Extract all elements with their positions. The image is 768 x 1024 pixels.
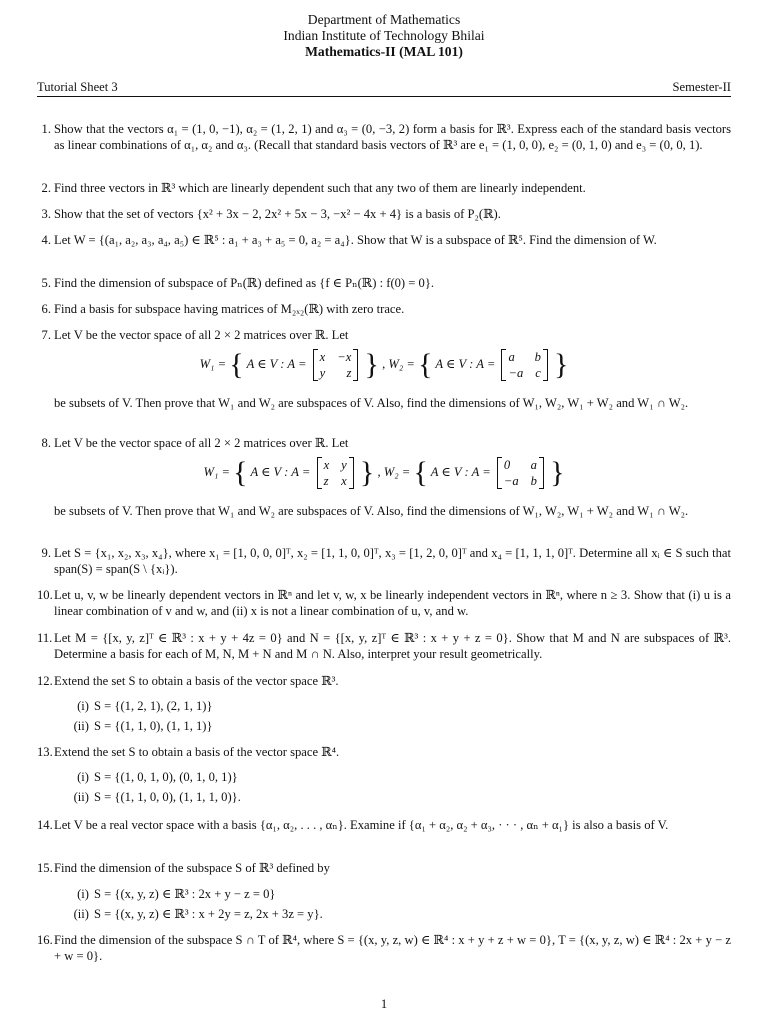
page-number: 1	[380, 997, 388, 1011]
sub-item: (ii) S = {(1, 1, 0), (1, 1, 1)}	[73, 719, 213, 733]
matrix-w2: 0 a −a b	[497, 457, 544, 489]
course-title: Mathematics-II (MAL 101)	[305, 44, 463, 59]
question-text: Let V be a real vector space with a basis {α₁, α₂, . . . , αₙ}. Examine if {α₁ + α₂, α₂ + α₃, · · · , αₙ + α₁} is also a basis of V.	[54, 818, 669, 832]
brace-close: }	[364, 348, 379, 381]
sub-item: (i) S = {(x, y, z) ∈ ℝ³ : 2x + y − z = 0}	[77, 887, 276, 901]
eq-w1-label: W₁ =	[199, 356, 227, 371]
question-text: Let V be the vector space of all 2 × 2 matrices over ℝ. Let	[54, 328, 349, 342]
matrix-w1: x y z x	[317, 457, 354, 489]
page-header	[0, 12, 768, 60]
sheet-label: Tutorial Sheet 3	[37, 80, 118, 94]
question-number: 16.	[37, 933, 53, 947]
matrix-w1: x −x y z	[313, 349, 359, 381]
question-text: Let S = {x₁, x₂, x₃, x₄}, where x₁ = [1, 0, 0, 0]ᵀ, x₂ = [1, 1, 0, 0]ᵀ, x₃ = [1, 2, 0, 0]ᵀ and x₄ = [1, 1, 1, 0]ᵀ. Determine all xᵢ ∈ S such that span(S) = span(S \ {xᵢ}).	[54, 546, 731, 576]
brace-open: {	[418, 348, 433, 381]
question-number: 6.	[41, 302, 51, 316]
question-number: 8.	[41, 436, 51, 450]
header-divider	[37, 96, 731, 97]
question-number: 4.	[41, 233, 51, 247]
question-number: 10.	[37, 588, 53, 602]
question-text: Find the dimension of subspace of Pₙ(ℝ) defined as {f ∈ Pₙ(ℝ) : f(0) = 0}.	[54, 276, 435, 290]
question-number: 9.	[41, 546, 51, 560]
brace-close: }	[359, 456, 375, 489]
question-text: Find a basis for subspace having matrices of M₂ₓ₂(ℝ) with zero trace.	[54, 302, 405, 316]
question-text: Let V be the vector space of all 2 × 2 matrices over ℝ. Let	[54, 436, 349, 450]
question-number: 1.	[41, 122, 51, 136]
question-text: Extend the set S to obtain a basis of the vector space ℝ³.	[54, 674, 339, 688]
sub-item: (ii) S = {(x, y, z) ∈ ℝ³ : x + 2y = z, 2x + 3z = y}.	[73, 907, 323, 921]
question-text: Find the dimension of the subspace S of ℝ³ defined by	[54, 861, 330, 875]
question-text-continued: be subsets of V. Then prove that W₁ and W₂ are subspaces of V. Also, find the dimensions of W₁, W₂, W₁ + W₂ and W₁ ∩ W₂.	[54, 396, 689, 410]
eq-w2-label: , W₂ =	[377, 464, 411, 479]
brace-open: {	[229, 348, 244, 381]
question-text: Find the dimension of the subspace S ∩ T of ℝ⁴, where S = {(x, y, z, w) ∈ ℝ⁴ : x + y + z + w = 0}, T = {(x, y, z, w) ∈ ℝ⁴ : 2x + y − z + w = 0}.	[54, 933, 731, 963]
question-text: Find three vectors in ℝ³ which are linearly dependent such that any two of them are linearly independent.	[54, 181, 586, 195]
equation-8	[37, 457, 731, 489]
question-number: 11.	[37, 631, 53, 645]
sub-item: (i) S = {(1, 2, 1), (2, 1, 1)}	[77, 699, 213, 713]
eq-w2-label: , W₂ =	[382, 356, 415, 371]
brace-open: {	[233, 456, 248, 489]
question-text: Show that the vectors α₁ = (1, 0, −1), α₂ = (1, 2, 1) and α₃ = (0, −3, 2) form a basis for ℝ³. Express each of the standard basis vectors as linear combinations of α₁, α₂ and α₃. (Recall that standard basis vectors of ℝ³ are e₁ = (1, 0, 0), e₂ = (0, 1, 0) and e₃ = (0, 0, 1).	[54, 122, 731, 152]
question-text-continued: be subsets of V. Then prove that W₁ and W₂ are subspaces of V. Also, find the dimensions of W₁, W₂, W₁ + W₂ and W₁ ∩ W₂.	[54, 504, 689, 518]
equation-7	[37, 349, 731, 381]
question-number: 2.	[41, 181, 51, 195]
eq-set2: A ∈ V : A =	[435, 356, 496, 371]
question-number: 5.	[41, 276, 51, 290]
brace-close: }	[554, 348, 569, 381]
sub-item: (ii) S = {(1, 1, 0, 0), (1, 1, 1, 0)}.	[73, 790, 241, 804]
eq-w1-label: W₁ =	[203, 464, 230, 479]
institute-name: Indian Institute of Technology Bhilai	[283, 28, 485, 43]
brace-open: {	[413, 456, 428, 489]
question-text: Let u, v, w be linearly dependent vectors in ℝⁿ and let v, w, x be linearly independent vectors in ℝⁿ, where n ≥ 3. Show that (i) u is a linear combination of v and w, and (ii) x is not a linear combination of u, v, and w.	[54, 588, 731, 618]
brace-close: }	[550, 456, 565, 489]
matrix-w2: a b −a c	[501, 349, 547, 381]
sub-item: (i) S = {(1, 0, 1, 0), (0, 1, 0, 1)}	[77, 770, 238, 784]
question-number: 14.	[37, 818, 53, 832]
eq-set2: A ∈ V : A =	[430, 464, 491, 479]
question-number: 13.	[37, 745, 53, 759]
question-number: 12.	[37, 674, 53, 688]
question-number: 3.	[41, 207, 51, 221]
semester-label: Semester-II	[672, 80, 731, 94]
question-text: Let W = {(a₁, a₂, a₃, a₄, a₅) ∈ ℝ⁵ : a₁ + a₃ + a₅ = 0, a₂ = a₄}. Show that W is a subspace of ℝ⁵. Find the dimension of W.	[54, 233, 657, 247]
eq-set1: A ∈ V : A =	[246, 356, 307, 371]
question-text: Show that the set of vectors {x² + 3x − 2, 2x² + 5x − 3, −x² − 4x + 4} is a basis of P₂(ℝ).	[54, 207, 501, 221]
question-text: Let M = {[x, y, z]ᵀ ∈ ℝ³ : x + y + 4z = 0} and N = {[x, y, z]ᵀ ∈ ℝ³ : x + y + z = 0}. Show that M and N are subspaces of ℝ³. Determine a basis for each of M, N, M + N and M ∩ N. Also, interpret your result geometrically.	[54, 631, 731, 661]
department-name: Department of Mathematics	[307, 12, 461, 27]
question-number: 7.	[41, 328, 51, 342]
question-text: Extend the set S to obtain a basis of the vector space ℝ⁴.	[54, 745, 340, 759]
question-number: 15.	[37, 861, 53, 875]
eq-set1: A ∈ V : A =	[250, 464, 311, 479]
